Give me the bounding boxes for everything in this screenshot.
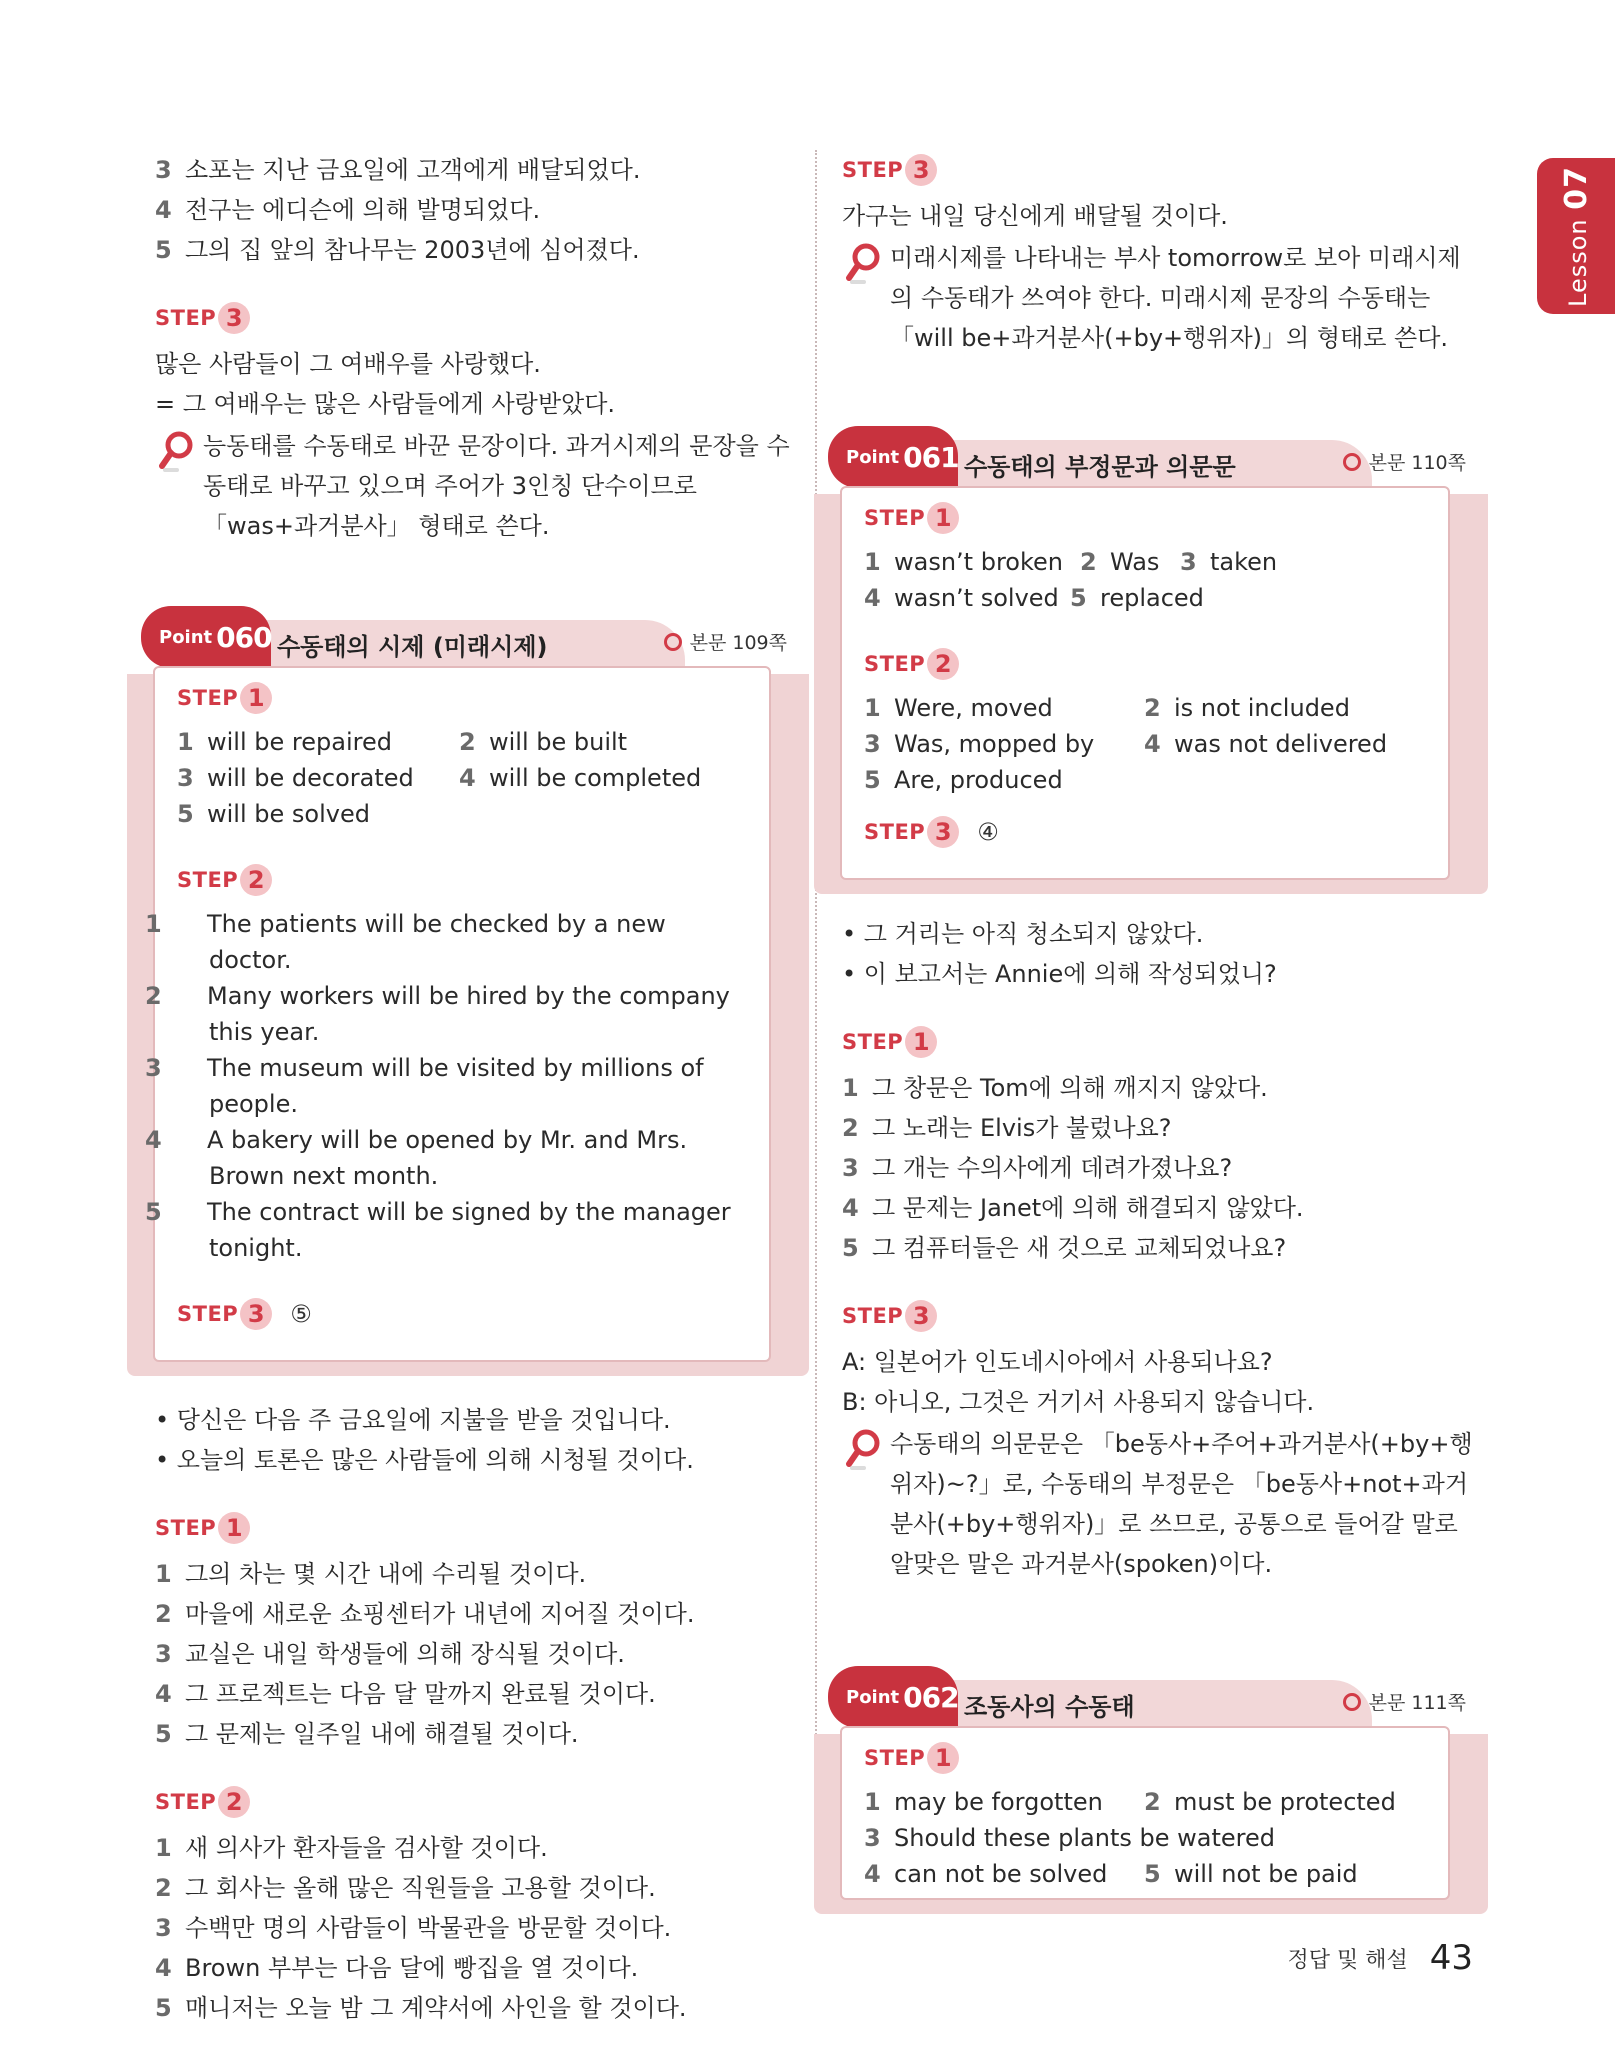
point-card [840,486,1450,880]
magnifier-icon [157,430,197,474]
answer-item: 4 will be completed [459,764,702,792]
magnifier-icon [844,1428,884,1472]
answer-item: 4 can not be solved [864,1860,1108,1888]
answer-line: 가구는 내일 당신에게 배달될 것이다. [842,202,1228,230]
point-body [141,666,795,1362]
answer-line: 5 그의 집 앞의 참나무는 2003년에 심어졌다. [155,236,640,264]
step-heading: STEP 2 [155,1782,795,1822]
point-body [828,486,1474,880]
left-column [145,150,795,2028]
answer-item: 5 will not be paid [1144,1860,1358,1888]
answer-item: 3 taken [1180,548,1278,576]
step-heading: STEP 3 [842,1296,1474,1336]
page-footer [1287,1938,1473,1978]
step-heading: STEP 1 [842,1022,1474,1062]
answer-line: 1 새 의사가 환자들을 검사할 것이다. [155,1834,548,1862]
answer-item: 2 will be built [459,728,628,756]
answer-item: 2 Many workers will be hired by the company this year. [145,982,730,1046]
page-reference: 본문 111쪽 [1343,1688,1466,1715]
step-heading: STEP 3 [155,298,795,338]
answer-item: 2 must be protected [1144,1788,1396,1816]
point-title: 수동태의 시제 (미래시제) [265,620,685,668]
point-061-box [842,426,1474,880]
step-heading: STEP 2 [864,644,1428,684]
answer-line: 4 전구는 에디슨에 의해 발명되었다. [155,196,541,224]
answer-line: A: 일본어가 인도네시아에서 사용되나요? [842,1348,1273,1376]
example-bullet: • 오늘의 토론은 많은 사람들에 의해 시청될 것이다. [155,1446,694,1474]
answer-line: 3 소포는 지난 금요일에 고객에게 배달되었다. [155,156,641,184]
answer-line: 1 그 창문은 Tom에 의해 깨지지 않았다. [842,1074,1268,1102]
point-062-box [842,1666,1474,1900]
answer-item: 2 is not included [1144,694,1350,722]
answer-line: 2 그 노래는 Elvis가 불렀나요? [842,1114,1172,1142]
ref-circle-icon [1343,453,1361,471]
column-divider [815,150,817,1890]
lesson-tab [1537,158,1615,314]
answer-line: 3 수백만 명의 사람들이 박물관을 방문할 것이다. [155,1914,672,1942]
lesson-number: 07 [1558,165,1594,210]
step-heading: STEP 2 [177,860,749,900]
answer-line: 4 그 문제는 Janet에 의해 해결되지 않았다. [842,1194,1304,1222]
ref-circle-icon [664,633,682,651]
answer-line: 많은 사람들이 그 여배우를 사랑했다. [155,350,541,378]
point-header [842,1666,1474,1726]
point-title: 조동사의 수동태 [952,1680,1372,1728]
answer-item: 3 The museum will be visited by millions of people. [145,1054,704,1118]
lesson-label: Lesson [1563,217,1592,307]
answer-item: 5 Are, produced [864,766,1063,794]
answer-line: 3 그 개는 수의사에게 데려가졌나요? [842,1154,1233,1182]
point-card [840,1726,1450,1900]
example-bullet: • 이 보고서는 Annie에 의해 작성되었니? [842,960,1277,988]
answer-item: 1 Were, moved [864,694,1053,722]
answer-item: 1 wasn’t broken [864,548,1063,576]
answer-item: 5 replaced [1070,584,1204,612]
answer-line: 5 매니저는 오늘 밤 그 계약서에 사인을 할 것이다. [155,1994,687,2022]
step-heading: STEP 1 [864,498,1428,538]
answer-line: = 그 여배우는 많은 사람들에게 사랑받았다. [155,390,616,418]
answer-item: 3 Was, mopped by [864,730,1095,758]
example-bullet: • 당신은 다음 주 금요일에 지불을 받을 것입니다. [155,1406,671,1434]
answer-item: 4 A bakery will be opened by Mr. and Mrs. Brown next month. [145,1126,688,1190]
answer-item: 1 may be forgotten [864,1788,1103,1816]
answer-item: 4 wasn’t solved [864,584,1059,612]
page-reference: 본문 109쪽 [664,628,787,655]
answer-line: 5 그 컴퓨터들은 새 것으로 교체되었나요? [842,1234,1287,1262]
answer-line: 2 그 회사는 올해 많은 직원들을 고용할 것이다. [155,1874,656,1902]
answer-line: 5 그 문제는 일주일 내에 해결될 것이다. [155,1720,579,1748]
answer-item: 2 Was [1080,548,1160,576]
answer-item: 1 The patients will be checked by a new doctor. [145,910,666,974]
point-badge: Point 062 [828,1666,958,1728]
point-badge: Point 060 [141,606,271,668]
point-060-box [145,606,795,1362]
point-body [828,1726,1474,1900]
step-heading: STEP 1 [864,1738,1428,1778]
step-heading: STEP 1 [155,1508,795,1548]
answer-line: 4 그 프로젝트는 다음 달 말까지 완료될 것이다. [155,1680,656,1708]
answer-line: 4 Brown 부부는 다음 달에 빵집을 열 것이다. [155,1954,639,1982]
explanation-note: 능동태를 수동태로 바꾼 문장이다. 과거시제의 문장을 수동태로 바꾸고 있으며 주어가 3인칭 단수이므로 「was+과거분사」 형태로 쓴다. [155,426,795,546]
answer-item: 3 will be decorated [177,764,414,792]
point-header [842,426,1474,486]
answer-item: 4 was not delivered [1144,730,1388,758]
footer-title: 정답 및 해설 [1287,1947,1408,1973]
example-bullet: • 그 거리는 아직 청소되지 않았다. [842,920,1204,948]
step-answer: ④ [977,818,999,846]
point-card [145,666,771,1362]
step-heading: STEP 3 ④ [864,818,999,846]
page-reference: 본문 110쪽 [1343,448,1466,475]
point-badge: Point 061 [828,426,958,488]
step-heading: STEP 3 [842,150,1474,190]
step-answer: ⑤ [290,1300,312,1328]
point-header [155,606,795,666]
answer-line: 2 마을에 새로운 쇼핑센터가 내년에 지어질 것이다. [155,1600,695,1628]
page-number: 43 [1429,1938,1473,1978]
explanation-note: 수동태의 의문문은 「be동사+주어+과거분사(+by+행위자)~?」로, 수동태의 부정문은 「be동사+not+과거분사(+by+행위자)」로 쓰므로, 공통으로 들어갈 말로 알맞은 말은 과거분사(spoken)이다. [842,1424,1474,1584]
answer-item: 5 will be solved [177,800,370,828]
magnifier-icon [844,242,884,286]
answer-line: 3 교실은 내일 학생들에 의해 장식될 것이다. [155,1640,625,1668]
step-heading: STEP 3 ⑤ [177,1300,312,1328]
right-column [842,150,1474,1900]
answer-item: 5 The contract will be signed by the manager tonight. [145,1198,731,1262]
answer-line: B: 아니오, 그것은 거기서 사용되지 않습니다. [842,1388,1315,1416]
ref-circle-icon [1343,1693,1361,1711]
step-heading: STEP 1 [177,678,749,718]
explanation-note: 미래시제를 나타내는 부사 tomorrow로 보아 미래시제의 수동태가 쓰여야 한다. 미래시제 문장의 수동태는 「will be+과거분사(+by+행위자)」의 형태로 쓴다. [842,238,1474,358]
answer-item: 3 Should these plants be watered [864,1824,1275,1852]
answer-line: 1 그의 차는 몇 시간 내에 수리될 것이다. [155,1560,587,1588]
point-title: 수동태의 부정문과 의문문 [952,440,1372,488]
answer-item: 1 will be repaired [177,728,392,756]
